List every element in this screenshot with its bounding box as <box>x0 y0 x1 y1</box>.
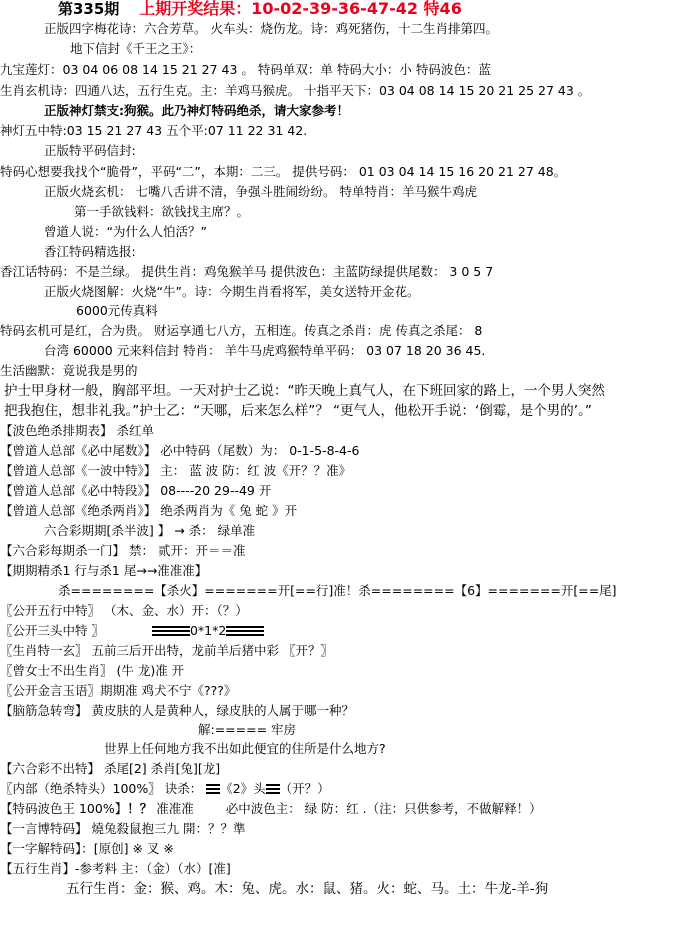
text-segment: 准准准 <box>156 801 194 816</box>
text-line: 【波色绝杀排期表】 杀红单 <box>0 423 154 438</box>
text-line: 五行生肖：金：猴、鸡。木：兔、虎。水：鼠、猪。火：蛇、马。土：牛龙-羊-狗 <box>66 881 549 897</box>
text-segment: 【特码波色王 100%】 <box>0 801 128 816</box>
header-line <box>58 0 462 19</box>
text-line: 〖曾女士不出生肖〗 (牛 龙)准 开 <box>0 663 185 678</box>
text-line: 九宝莲灯：03 04 06 08 14 15 21 27 43 。 特码单双：单 特码大小：小 特码波色：蓝 <box>0 62 491 77</box>
text-line: 【脑筋急转弯】 黄皮肤的人是黄种人，绿皮肤的人属于哪一种？ <box>0 703 354 718</box>
text-line: 解:===== 牢房 <box>198 722 297 737</box>
text-line: 世界上任何地方我不出如此便宜的住所是什么地方? <box>104 741 386 756</box>
text-segment: 〖内部（绝杀特头）100%〗 诀杀： <box>0 781 203 796</box>
text-line: 神灯五中特:03 15 21 27 43 五个平:07 11 22 31 42. <box>0 123 308 138</box>
text-line: 把我抱住，想非礼我。”护士乙：“天哪，后来怎么样”？ “更气人，他松开手说：‘倒霉，是个男的’。” <box>4 403 592 419</box>
text-line: 正版火烧玄机： 七嘴八舌讲不清，争强斗胜闹纷纷。 特单特肖：羊马猴牛鸡虎 <box>44 184 477 199</box>
issue-number: 第335期 <box>58 0 120 18</box>
text-line: 〖公开金言玉语〗期期准 鸡犬不宁《???》 <box>0 683 237 698</box>
text-line: 香江话特码：不是兰绿。 提供生肖：鸡兔猴羊马 提供波色：主蓝防绿提供尾数： 3 0 5 7 <box>0 264 494 279</box>
text-segment: ！？ <box>127 801 153 816</box>
text-line: 【曾道人总部《必中特段》】 08----20 29--49 开 <box>0 483 272 498</box>
text-segment: 《2》头 <box>220 781 266 796</box>
last-result: 上期开奖结果：10-02-39-36-47-42 特46 <box>139 0 462 18</box>
text-line: 【曾道人总部《一波中特》】 主： 蓝 波 防：红 波《开？？准》 <box>0 463 352 478</box>
text-line: 正版四字梅花诗：六合芳草。 火车头：烧伤龙。诗：鸡死猪伤，十二生肖排第四。 <box>44 21 498 36</box>
text-line: 【期期精杀1 行与杀1 尾→→准准准】 <box>0 563 208 578</box>
text-line: 【五行生肖】-参考料 主：（金）（水）[准] <box>0 861 231 876</box>
text-line: 生活幽默：竟说我是男的 <box>0 363 138 378</box>
text-line: 生肖玄机诗：四通八达，五行生克。主：羊鸡马猴虎。 十指平天下：03 04 08 14 15 20 21 25 27 43 。 <box>0 83 591 98</box>
double-bar-icon <box>206 784 220 796</box>
text-line: 第一手欲钱料：欲钱找主席？。 <box>74 204 250 219</box>
text-line: 正版神灯禁支:狗猴。此乃神灯特码绝杀，请大家参考！ <box>44 103 349 118</box>
text-line: 【曾道人总部《绝杀两肖》】 绝杀两肖为《 兔 蛇 》开 <box>0 503 298 518</box>
double-bar-icon <box>266 784 280 796</box>
text-line: 地下信封《千王之王》： <box>70 41 202 56</box>
text-line: 【六合彩不出特】 杀尾[2] 杀肖[兔][龙] <box>0 761 221 776</box>
text-line: 曾道人说：“为什么人怕活？” <box>44 224 207 239</box>
text-line: 特码玄机可是红，合为贵。 财运享通七八方，五相连。传真之杀肖：虎 传真之杀尾： 8 <box>0 323 483 338</box>
text-line: 特码心想要我找个“脆骨”，平码“二”，本期：二三。 提供号码： 01 03 04 14 15 16 20 21 27 48。 <box>0 164 567 179</box>
text-line: 6000元传真料 <box>76 303 158 318</box>
text-line <box>0 622 264 640</box>
text-line: 香江特码精选报: <box>44 244 136 259</box>
text-line: 【六合彩每期杀一门】 禁： 贰开：开＝＝准 <box>0 543 246 558</box>
text-line: 杀========【杀火】=======开[==行]准！杀========【6】=======开[==尾] <box>58 583 617 598</box>
text-line: 正版特平码信封: <box>44 143 136 158</box>
text-line: 六合彩期期[杀半波] 】 → 杀： 绿单准 <box>44 523 256 538</box>
text-line: 正版火烧图解：火烧“牛”。诗：今期生肖看将军，美女送特开金花。 <box>44 284 420 299</box>
text-line: 【曾道人总部《必中尾数》】 必中特码（尾数）为： 0-1-5-8-4-6 <box>0 443 360 458</box>
triple-bar-icon <box>226 626 264 638</box>
text-line: 〖生肖特一玄〗 五前三后开出特，龙前羊后猪中彩 〖开？〗 <box>0 643 333 658</box>
text-line: 护士甲身材一般，胸部平坦。一天对护士乙说：“昨天晚上真气人，在下班回家的路上，一个男人突然 <box>4 383 605 399</box>
text-segment: 〖公开三头中特 〗 <box>0 623 104 638</box>
text-line: 【一字解特码】：[原创] ※ 叉 ※ <box>0 841 174 856</box>
code-segment: 0*1*2 <box>189 623 227 638</box>
text-segment: 必中波色主： 绿 防：红 .（注：只供参考，不做解释！） <box>225 801 542 816</box>
text-line: 【一言博特码】 燒兔殺鼠抱三九 開：？？準 <box>0 821 246 836</box>
text-line <box>0 800 542 818</box>
text-segment: （开？） <box>279 781 330 796</box>
text-line: 台湾 60000 元来料信封 特肖： 羊牛马虎鸡猴特单平码： 03 07 18 20 36 45. <box>44 343 486 358</box>
text-line: 〖公开五行中特〗 （木、金、水）开：（？） <box>0 603 248 618</box>
text-line <box>0 780 330 798</box>
triple-bar-icon <box>152 626 190 638</box>
